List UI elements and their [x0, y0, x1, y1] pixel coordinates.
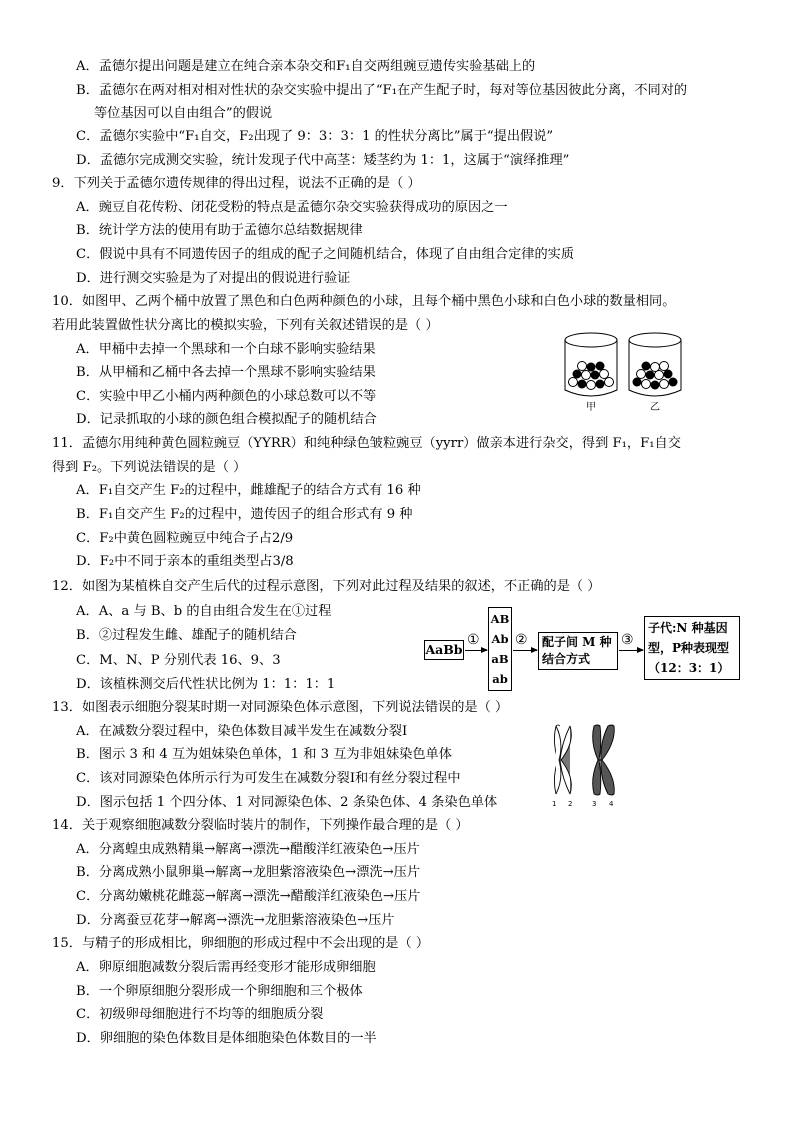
q14-option-d: D．分离蚕豆花芽→解离→漂洗→龙胆紫溶液染色→压片 — [76, 913, 395, 928]
q10-option-b: B．从甲桶和乙桶中各去掉一个黑球不影响实验结果 — [76, 365, 376, 380]
q13-option-b: B．图示 3 和 4 互为姐妹染色单体，1 和 3 互为非姐妹染色单体 — [76, 747, 452, 762]
q14-stem: 14．关于观察细胞减数分裂临时装片的制作，下列操作最合理的是（ ） — [52, 818, 469, 833]
q13-option-a: A．在减数分裂过程中，染色体数目减半发生在减数分裂Ⅰ — [76, 724, 408, 739]
q12-option-c: C．M、N、P 分别代表 16、9、3 — [76, 653, 281, 668]
chromatid-4 — [601, 725, 614, 795]
q10-option-d: D．记录抓取的小球的颜色组合模拟配子的随机结合 — [76, 412, 377, 427]
gamete-item: ab — [492, 672, 508, 686]
q11-option-a: A．F₁自交产生 F₂的过程中，雌雄配子的结合方式有 16 种 — [76, 483, 421, 498]
offspring-line-3: （12：3：1） — [648, 661, 730, 675]
offspring-line-2: 型，P种表现型 — [648, 641, 730, 655]
combination-line-1: 配子间 M 种 — [542, 635, 612, 649]
bucket-a-balls — [569, 362, 614, 390]
q15-stem: 15．与精子的形成相比，卵细胞的形成过程中不会出现的是（ ） — [52, 936, 430, 951]
q11-option-b: B．F₁自交产生 F₂的过程中，遗传因子的组合形式有 9 种 — [76, 507, 413, 522]
gamete-item: Ab — [491, 632, 509, 646]
q8-option-a: A．孟德尔提出问题是建立在纯合亲本杂交和F₁自交两组豌豆遗传实验基础上的 — [76, 59, 536, 74]
q15-option-d: D．卵细胞的染色体数目是体细胞染色体数目的一半 — [76, 1031, 377, 1046]
q9-stem: 9．下列关于孟德尔遗传规律的得出过程，说法不正确的是（ ） — [52, 176, 421, 191]
q13-stem: 13．如图表示细胞分裂某时期一对同源染色体示意图，下列说法错误的是（ ） — [52, 700, 509, 715]
bucket-b — [629, 333, 681, 396]
step-1-label: ① — [467, 632, 480, 648]
combination-box — [538, 632, 618, 670]
label-1: 1 — [552, 800, 557, 808]
arrow-2 — [513, 650, 537, 651]
bucket-a-label: 甲 — [586, 402, 596, 413]
q10-stem-2: 若用此装置做性状分离比的模拟实验，下列有关叙述错误的是（ ） — [52, 318, 439, 333]
q8-option-c: C．孟德尔实验中“F₁自交，F₂出现了 9：3：3：1 的性状分离比”属于“提出假说” — [76, 129, 554, 144]
q13-option-d: D．图示包括 1 个四分体、1 对同源染色体、2 条染色体、4 条染色单体 — [76, 795, 498, 810]
step-3-label: ③ — [621, 632, 634, 648]
q11-stem-2: 得到 F₂。下列说法错误的是（ ） — [52, 460, 247, 475]
q15-option-b: B．一个卵原细胞分裂形成一个卵细胞和三个极体 — [76, 984, 363, 999]
combination-line-2: 结合方式 — [542, 652, 591, 666]
q14-option-b: B．分离成熟小鼠卵巢→解离→龙胆紫溶液染色→漂洗→压片 — [76, 865, 421, 880]
q10-option-c: C．实验中甲乙小桶内两种颜色的小球总数可以不等 — [76, 389, 377, 404]
offspring-box — [644, 616, 740, 680]
arrow-1 — [465, 650, 487, 651]
gamete-item: AB — [490, 612, 510, 626]
label-3: 3 — [592, 800, 597, 808]
q12-option-b: B．②过程发生雌、雄配子的随机结合 — [76, 628, 297, 643]
gamete-box — [488, 607, 512, 691]
q9-option-a: A．豌豆自花传粉、闭花受粉的特点是孟德尔杂交实验获得成功的原因之一 — [76, 200, 508, 215]
q11-stem-1: 11．孟德尔用纯种黄色圆粒豌豆（YYRR）和纯种绿色皱粒豌豆（yyrr）做亲本进行杂交，得到 F₁，F₁自交 — [52, 436, 681, 451]
offspring-line-1: 子代:N 种基因 — [648, 621, 728, 635]
q11-option-c: C．F₂中黄色圆粒豌豆中纯合子占2/9 — [76, 531, 294, 546]
q12-option-a: A．A、a 与 B、b 的自由组合发生在①过程 — [76, 604, 332, 619]
q9-option-c: C．假说中具有不同遗传因子的组成的配子之间随机结合，体现了自由组合定律的实质 — [76, 247, 575, 262]
chromosome-figure — [546, 722, 620, 808]
gamete-item: aB — [491, 652, 509, 666]
q8-option-b: B．孟德尔在两对相对相对性状的杂交实验中提出了“F₁在产生配子时，每对等位基因彼此分离，不同对的 — [76, 83, 688, 98]
q14-option-a: A．分离蝗虫成熟精巢→解离→漂洗→醋酸洋红液染色→压片 — [76, 842, 420, 857]
arrow-3 — [619, 650, 643, 651]
bucket-b-label: 乙 — [650, 402, 660, 413]
q8-option-b-cont: 等位基因可以自由组合”的假说 — [94, 106, 273, 121]
label-2: 2 — [568, 800, 573, 808]
q13-option-c: C．该对同源染色体所示行为可发生在减数分裂Ⅰ和有丝分裂过程中 — [76, 771, 461, 786]
q14-option-c: C．分离幼嫩桃花雌蕊→解离→漂洗→醋酸洋红液染色→压片 — [76, 889, 421, 904]
q12-option-d: D．该植株测交后代性状比例为 1：1：1：1 — [76, 677, 336, 692]
q9-option-d: D．进行测交实验是为了对提出的假说进行验证 — [76, 271, 351, 286]
q10-option-a: A．甲桶中去掉一个黑球和一个白球不影响实验结果 — [76, 342, 376, 357]
bucket-b-balls — [633, 362, 678, 390]
chromosome-left — [554, 725, 571, 794]
q15-option-c: C．初级卵母细胞进行不均等的细胞质分裂 — [76, 1007, 324, 1022]
q15-option-a: A．卵原细胞减数分裂后需再经变形才能形成卵细胞 — [76, 960, 376, 975]
bucket-a — [565, 333, 617, 396]
chromosome-right — [593, 725, 615, 795]
q8-option-d: D．孟德尔完成测交实验，统计发现子代中高茎：矮茎约为 1：1，这属于“演绎推理” — [76, 153, 570, 168]
q10-stem-1: 10．如图甲、乙两个桶中放置了黑色和白色两种颜色的小球，且每个桶中黑色小球和白色小球的数量相同。 — [52, 294, 676, 309]
q12-stem: 12．如图为某植株自交产生后代的过程示意图，下列对此过程及结果的叙述，不正确的是（ ） — [52, 579, 601, 594]
q9-option-b: B．统计学方法的使用有助于孟德尔总结数据规律 — [76, 223, 363, 238]
step-2-label: ② — [515, 632, 528, 648]
bucket-figure — [560, 330, 700, 415]
q11-option-d: D．F₂中不同于亲本的重组类型占3/8 — [76, 554, 294, 569]
label-4: 4 — [609, 800, 614, 808]
parent-genotype-box: AaBb — [424, 640, 464, 660]
